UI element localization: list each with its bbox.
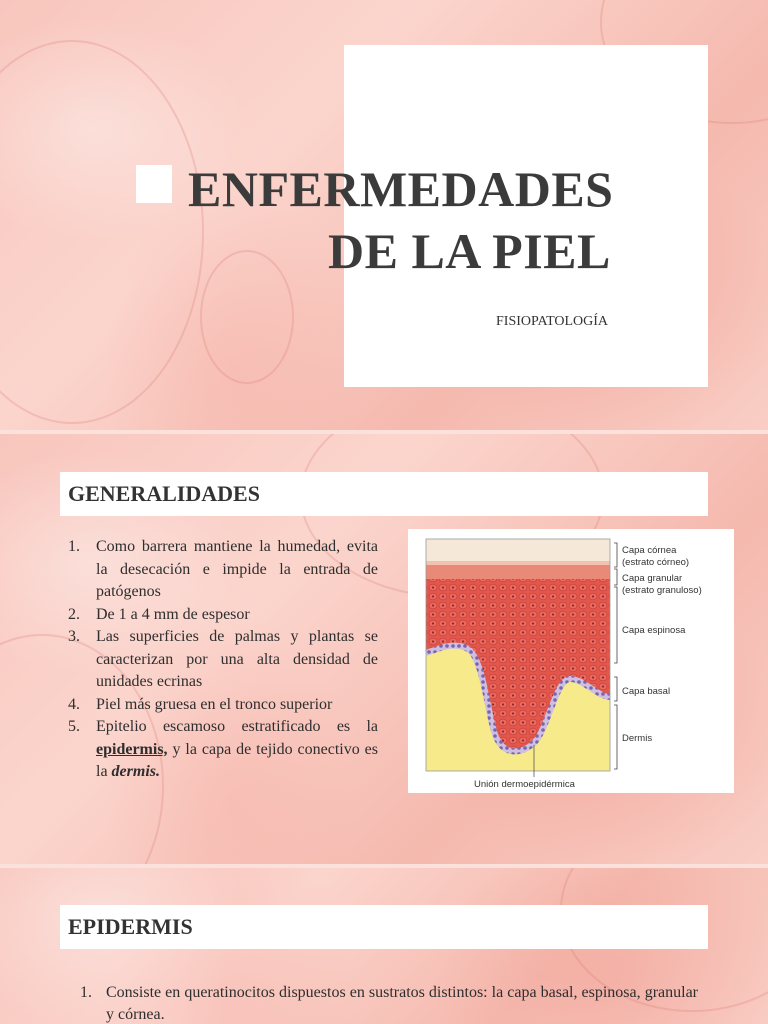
list-item: 5. Epitelio escamoso estratificado es la epidermis, y la capa de tejido conectivo es la dermis. bbox=[68, 718, 378, 780]
slide-title-line2: DE LA PIEL bbox=[328, 223, 611, 279]
list-item: 4. Piel más gruesa en el tronco superior bbox=[68, 695, 333, 713]
skin-layers-illustration bbox=[408, 529, 734, 793]
label-capa-basal: Capa basal bbox=[622, 686, 671, 697]
slide-title-line1: ENFERMEDADES bbox=[188, 161, 614, 217]
generalidades-list bbox=[62, 536, 378, 784]
label-capa-espinosa: Capa espinosa bbox=[622, 625, 686, 636]
section-heading: EPIDERMIS bbox=[68, 914, 193, 939]
epidermis-slide bbox=[0, 868, 768, 1024]
label-capa-granular: Capa granular bbox=[622, 573, 683, 584]
list-item: 3. Las superficies de palmas y plantas se caracterizan por una alta densidad de unidades ecrinas bbox=[68, 628, 378, 690]
section-header bbox=[60, 472, 708, 516]
label-capa-cornea: Capa córnea bbox=[622, 545, 677, 556]
granular-layer bbox=[426, 565, 610, 579]
skin-layers-diagram bbox=[408, 529, 734, 793]
background-texture bbox=[0, 40, 204, 424]
list-item: 2. De 1 a 4 mm de espesor bbox=[68, 605, 250, 623]
diagram-caption: Unión dermoepidérmica bbox=[474, 779, 575, 790]
dermis-term: dermis. bbox=[111, 763, 160, 780]
label-estrato-corneo: (estrato córneo) bbox=[622, 557, 690, 568]
label-dermis: Dermis bbox=[622, 733, 653, 744]
title-slide bbox=[0, 0, 768, 430]
label-estrato-granuloso: (estrato granuloso) bbox=[622, 585, 702, 596]
epidermis-term: epidermis, bbox=[96, 740, 168, 758]
epidermis-list bbox=[80, 982, 698, 1024]
slide-subtitle: FISIOPATOLOGÍA bbox=[496, 314, 609, 329]
section-heading: GENERALIDADES bbox=[68, 481, 260, 506]
list-item: 1. Como barrera mantiene la humedad, evita la desecación e impide la entrada de patógenos bbox=[68, 538, 378, 600]
generalidades-slide bbox=[0, 434, 768, 864]
background-texture bbox=[200, 250, 294, 384]
list-item: 1. Consiste en queratinocitos dispuestos en sustratos distintos: la capa basal, espinosa, granular y córnea. bbox=[80, 984, 698, 1023]
title-bullet-square bbox=[136, 165, 172, 203]
section-header bbox=[60, 905, 708, 949]
corneum-layer bbox=[426, 539, 610, 561]
